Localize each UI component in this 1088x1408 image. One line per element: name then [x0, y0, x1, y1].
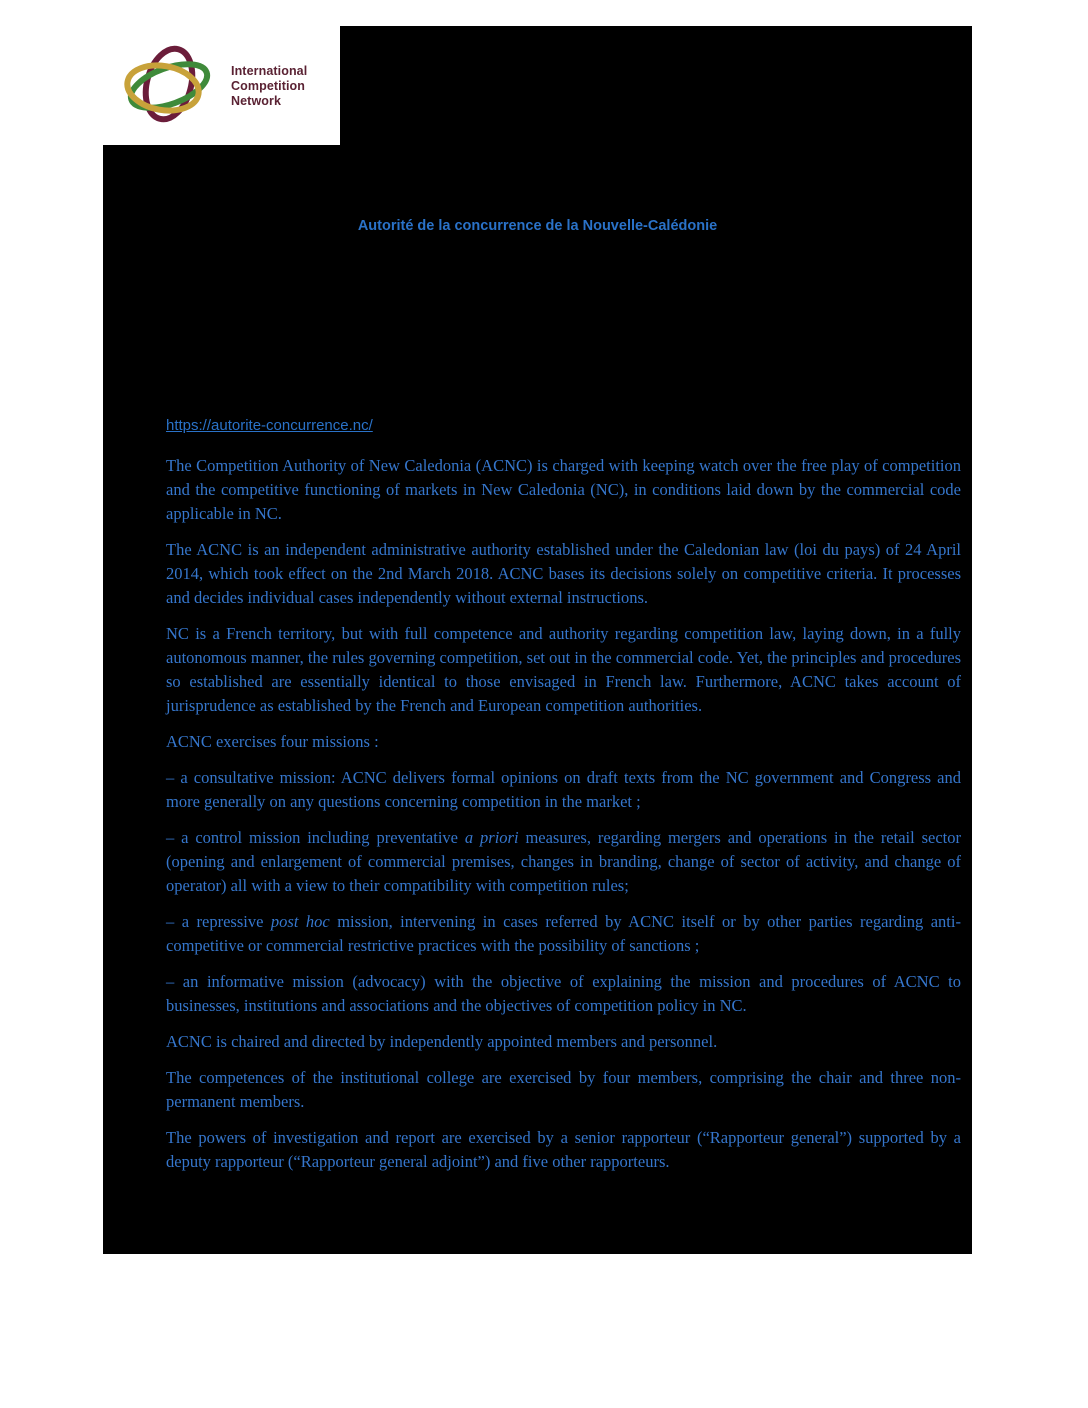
- paragraph-2-part-1: The ACNC is an independent administrative authority established under the Caledonian law (loi du pays) of 24 April 2014, which took effect on the 2nd March 2018. ACNC bases its decisions solely on competitive criteria. It processes and decides individual cases independently without external instructions.: [166, 540, 961, 607]
- icn-rings-logo-icon: [117, 40, 217, 130]
- paragraph-8: [166, 970, 961, 1018]
- paragraph-6-part-1: – a control mission including preventative: [166, 828, 465, 847]
- paragraph-11-part-1: The powers of investigation and report are exercised by a senior rapporteur (“Rapporteur general”) supported by a deputy rapporteur (“Rapporteur general adjoint”) and five other rapporteurs.: [166, 1128, 961, 1171]
- paragraph-4-part-1: ACNC exercises four missions :: [166, 732, 379, 751]
- paragraph-11: [166, 1126, 961, 1174]
- logo-line-3: Network: [231, 94, 282, 108]
- paragraph-10: [166, 1066, 961, 1114]
- authority-website-link[interactable]: https://autorite-concurrence.nc/: [166, 417, 373, 434]
- document-title: Autorité de la concurrence de la Nouvelle-Calédonie: [357, 218, 718, 234]
- paragraph-1-part-1: The Competition Authority of New Caledonia (ACNC) is charged with keeping watch over the free play of competition and the competitive functioning of markets in New Caledonia (NC), in conditions laid down by the commercial code applicable in NC.: [166, 456, 961, 523]
- paragraph-6-part-2: a priori: [464, 828, 519, 847]
- paragraph-3: [166, 622, 961, 718]
- paragraph-5: [166, 766, 961, 814]
- logo-line-1: International: [231, 64, 308, 78]
- logo-line-2: Competition: [231, 79, 306, 93]
- icn-logo: [103, 26, 340, 145]
- logo-wordmark: [231, 64, 307, 109]
- paragraph-7-part-1: – a repressive: [166, 912, 271, 931]
- paragraph-6-part-3: measures, regarding mergers and operations in the retail sector (opening and enlargement of commercial premises, changes in branding, change of sector of activity, and change of operator) all with a view to their compatibility with competition rules;: [166, 828, 961, 895]
- document-body: [166, 414, 961, 1186]
- paragraph-7-part-3: mission, intervening in cases referred by ACNC itself or by other parties regarding anti-competitive or commercial restrictive practices with the possibility of sanctions ;: [166, 912, 961, 955]
- paragraph-5-part-1: – a consultative mission: ACNC delivers formal opinions on draft texts from the NC government and Congress and more generally on any questions concerning competition in the market ;: [166, 768, 961, 811]
- paragraph-9: [166, 1030, 961, 1054]
- paragraph-2: [166, 538, 961, 610]
- paragraph-10-part-1: The competences of the institutional college are exercised by four members, comprising the chair and three non-permanent members.: [166, 1068, 961, 1111]
- paragraph-4: [166, 730, 961, 754]
- paragraph-list: [166, 454, 961, 1174]
- paragraph-1: [166, 454, 961, 526]
- paragraph-6: [166, 826, 961, 898]
- paragraph-7-part-2: post hoc: [270, 912, 330, 931]
- paragraph-3-part-1: NC is a French territory, but with full competence and authority regarding competition law, laying down, in a fully autonomous manner, the rules governing competition, set out in the commercial code. Yet, the principles and procedures so established are essentially identical to those envisaged in French law. Furthermore, ACNC takes account of jurisprudence as established by the French and European competition authorities.: [166, 624, 961, 715]
- paragraph-9-part-1: ACNC is chaired and directed by independently appointed members and personnel.: [166, 1032, 718, 1051]
- paragraph-8-part-1: – an informative mission (advocacy) with the objective of explaining the mission and procedures of ACNC to businesses, institutions and associations and the objectives of competition policy in NC.: [166, 972, 961, 1015]
- paragraph-7: [166, 910, 961, 958]
